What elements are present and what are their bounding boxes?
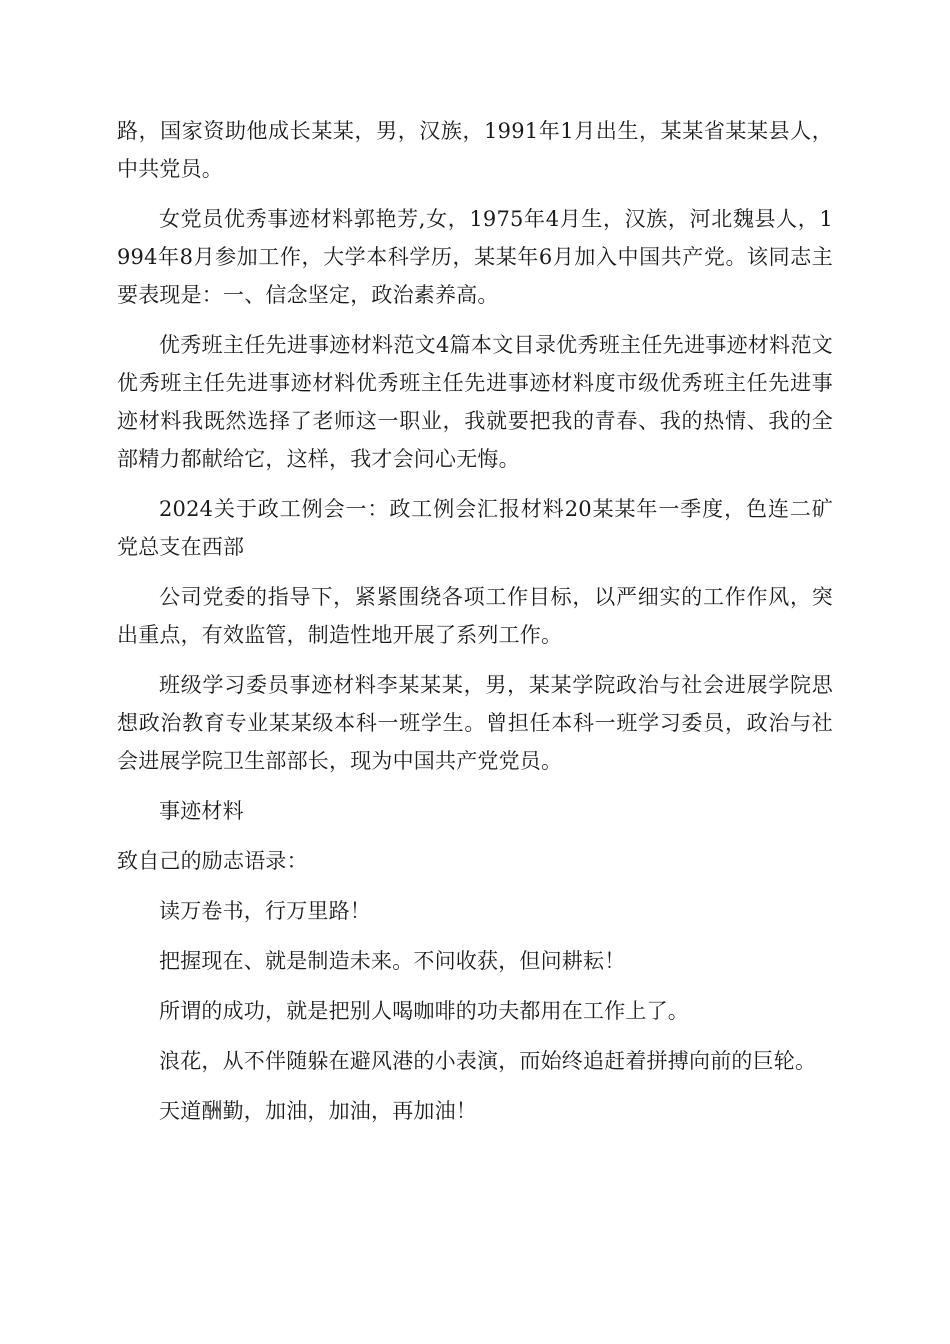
quote-5: 天道酬勤，加油，加油，再加油！: [159, 1099, 477, 1123]
paragraph-1: 路，国家资助他成长某某，男，汉族，1991年1月出生，某某省某某县人，中共党员。: [117, 119, 833, 181]
quote-4: 浪花，从不伴随躲在避风港的小表演，而始终追赶着拼搏向前的巨轮。: [159, 1049, 817, 1073]
paragraph-7: 事迹材料: [159, 799, 244, 823]
paragraph-3: 优秀班主任先进事迹材料范文4篇本文目录优秀班主任先进事迹材料范文优秀班主任先进事迹材料优秀班主任先进事迹材料度市级优秀班主任先进事迹材料我既然选择了老师这一职业，我就要把我的青春、我的热情、我的全部精力都献给它，这样，我才会问心无悔。: [117, 333, 833, 471]
quote-3: 所谓的成功，就是把别人喝咖啡的功夫都用在工作上了。: [159, 999, 689, 1023]
quote-2: 把握现在、就是制造未来。不问收获，但问耕耘！: [159, 949, 626, 973]
paragraph-4: 2024关于政工例会一：政工例会汇报材料20某某年一季度，色连二矿党总支在西部: [117, 497, 833, 559]
quote-1: 读万卷书，行万里路！: [159, 899, 371, 923]
paragraph-8: 致自己的励志语录：: [117, 849, 308, 873]
paragraph-2: 女党员优秀事迹材料郭艳芳,女，1975年4月生，汉族，河北魏县人，1994年8月参加工作，大学本科学历，某某年6月加入中国共产党。该同志主要表现是：一、信念坚定，政治素养高。: [117, 207, 833, 307]
paragraph-6: 班级学习委员事迹材料李某某某，男，某某学院政治与社会进展学院思想政治教育专业某某级本科一班学生。曾担任本科一班学习委员，政治与社会进展学院卫生部部长，现为中国共产党党员。: [117, 673, 833, 773]
paragraph-5: 公司党委的指导下，紧紧围绕各项工作目标，以严细实的工作作风，突出重点，有效监管，制造性地开展了系列工作。: [117, 585, 833, 647]
document-page: [117, 112, 833, 1142]
